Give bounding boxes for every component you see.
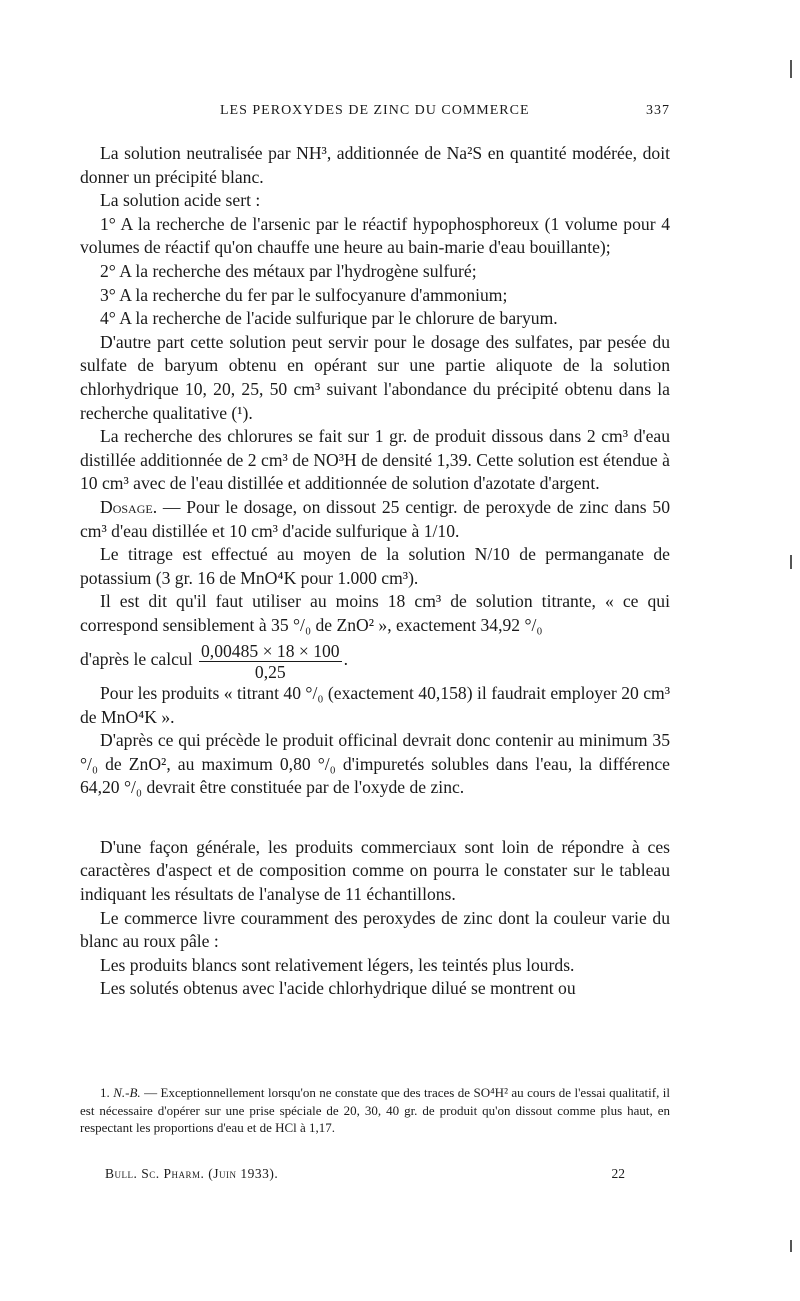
paragraph-text: — Pour le dosage, on dissout 25 centigr. de peroxyde de zinc dans 50 cm³ d'eau distillée et 10 cm³ d'acide sulfurique à 1/10. bbox=[80, 496, 670, 541]
footnote-label: N.-B. bbox=[113, 1085, 141, 1100]
running-title: LES PEROXYDES DE ZINC DU COMMERCE bbox=[220, 103, 530, 118]
journal-reference: Bull. Sc. Pharm. (Juin 1933). bbox=[105, 1166, 279, 1181]
paragraph: La solution neutralisée par NH³, additionnée de Na²S en quantité modérée, doit donner un précipité blanc. bbox=[80, 143, 670, 187]
list-item: 3° A la recherche du fer par le sulfocyanure d'ammonium; bbox=[100, 284, 508, 305]
list-item: 2° A la recherche des métaux par l'hydrogène sulfuré; bbox=[100, 260, 477, 281]
list-item: 4° A la recherche de l'acide sulfurique par le chlorure de baryum. bbox=[100, 308, 558, 329]
page-number: 337 bbox=[646, 103, 670, 118]
scan-edge-mark bbox=[790, 1240, 792, 1252]
paragraph: Le commerce livre couramment des peroxydes de zinc dont la couleur varie du blanc au roux pâle : bbox=[80, 907, 670, 952]
formula-suffix: . bbox=[343, 649, 349, 670]
paragraph: La recherche des chlorures se fait sur 1 gr. de produit dissous dans 2 cm³ d'eau distillée additionnée de 2 cm³ de NO³H de densité 1,39. Cette solution est étendue à 10 cm³ avec de l'eau distillée et additionnée de solution d'azotate d'argent. bbox=[80, 426, 670, 494]
body-text bbox=[80, 142, 670, 1001]
signature-mark: 22 bbox=[611, 1166, 625, 1181]
paragraph: Pour les produits « titrant 40 °/₀ (exactement 40,158) il faudrait employer 20 cm³ de MnO⁴K ». bbox=[80, 682, 670, 727]
paragraph: Le titrage est effectué au moyen de la solution N/10 de permanganate de potassium (3 gr. 16 de MnO⁴K pour 1.000 cm³). bbox=[80, 544, 670, 588]
paragraph: La solution acide sert : bbox=[100, 190, 261, 211]
scan-edge-mark bbox=[790, 60, 792, 78]
paragraph: Il est dit qu'il faut utiliser au moins 18 cm³ de solution titrante, « ce qui correspond sensiblement à 35 °/₀ de ZnO² », exactement 34,92 °/₀ bbox=[80, 591, 670, 635]
paragraph: Les solutés obtenus avec l'acide chlorhydrique dilué se montrent ou bbox=[100, 978, 576, 999]
paragraph: Les produits blancs sont relativement légers, les teintés plus lourds. bbox=[100, 954, 575, 975]
list-item: 1° A la recherche de l'arsenic par le réactif hypophosphoreux (1 volume pour 4 volumes de réactif qu'on chauffe une heure au bain-marie d'eau bouillante); bbox=[80, 213, 670, 258]
fraction-numerator: 0,00485 × 18 × 100 bbox=[201, 640, 340, 661]
fraction bbox=[199, 641, 342, 682]
footnote-marker: 1. bbox=[100, 1085, 110, 1100]
section-label: Dosage. bbox=[100, 496, 158, 517]
footnote-text bbox=[80, 1084, 670, 1137]
formula-prefix: d'après le calcul bbox=[80, 649, 193, 670]
footnote-body: — Exceptionnellement lorsqu'on ne constate que des traces de SO⁴H² au cours de l'essai qualitatif, il est nécessaire d'opérer sur une prise spéciale de 20, 30, 40 gr. de produit qu'on dissout comme plus haut, en respectant les proportions d'eau et de HCl à 1,17. bbox=[80, 1085, 670, 1135]
section-gap bbox=[80, 800, 670, 836]
scan-edge-mark bbox=[790, 555, 792, 569]
formula-line bbox=[80, 637, 670, 681]
paragraph-dosage bbox=[80, 496, 670, 543]
footnote bbox=[80, 1084, 670, 1137]
fraction-denominator: 0,25 bbox=[254, 661, 286, 682]
paragraph: D'autre part cette solution peut servir pour le dosage des sulfates, par pesée du sulfate de baryum obtenu en opérant sur une partie aliquote de la solution chlorhydrique 10, 20, 25, 50 cm³ suivant l'abondance du précipité obtenu dans la recherche qualitative (¹). bbox=[80, 331, 670, 423]
paragraph: D'après ce qui précède le produit officinal devrait donc contenir au minimum 35 °/₀ de ZnO², au maximum 0,80 °/₀ d'impuretés solubles dans l'eau, la différence 64,20 °/₀ devrait être constituée par de l'oxyde de zinc. bbox=[80, 730, 670, 798]
paragraph: D'une façon générale, les produits commerciaux sont loin de répondre à ces caractères d'aspect et de composition comme on pourra le constater sur le tableau indiquant les résultats de l'analyse de 11 échantillons. bbox=[80, 836, 670, 905]
